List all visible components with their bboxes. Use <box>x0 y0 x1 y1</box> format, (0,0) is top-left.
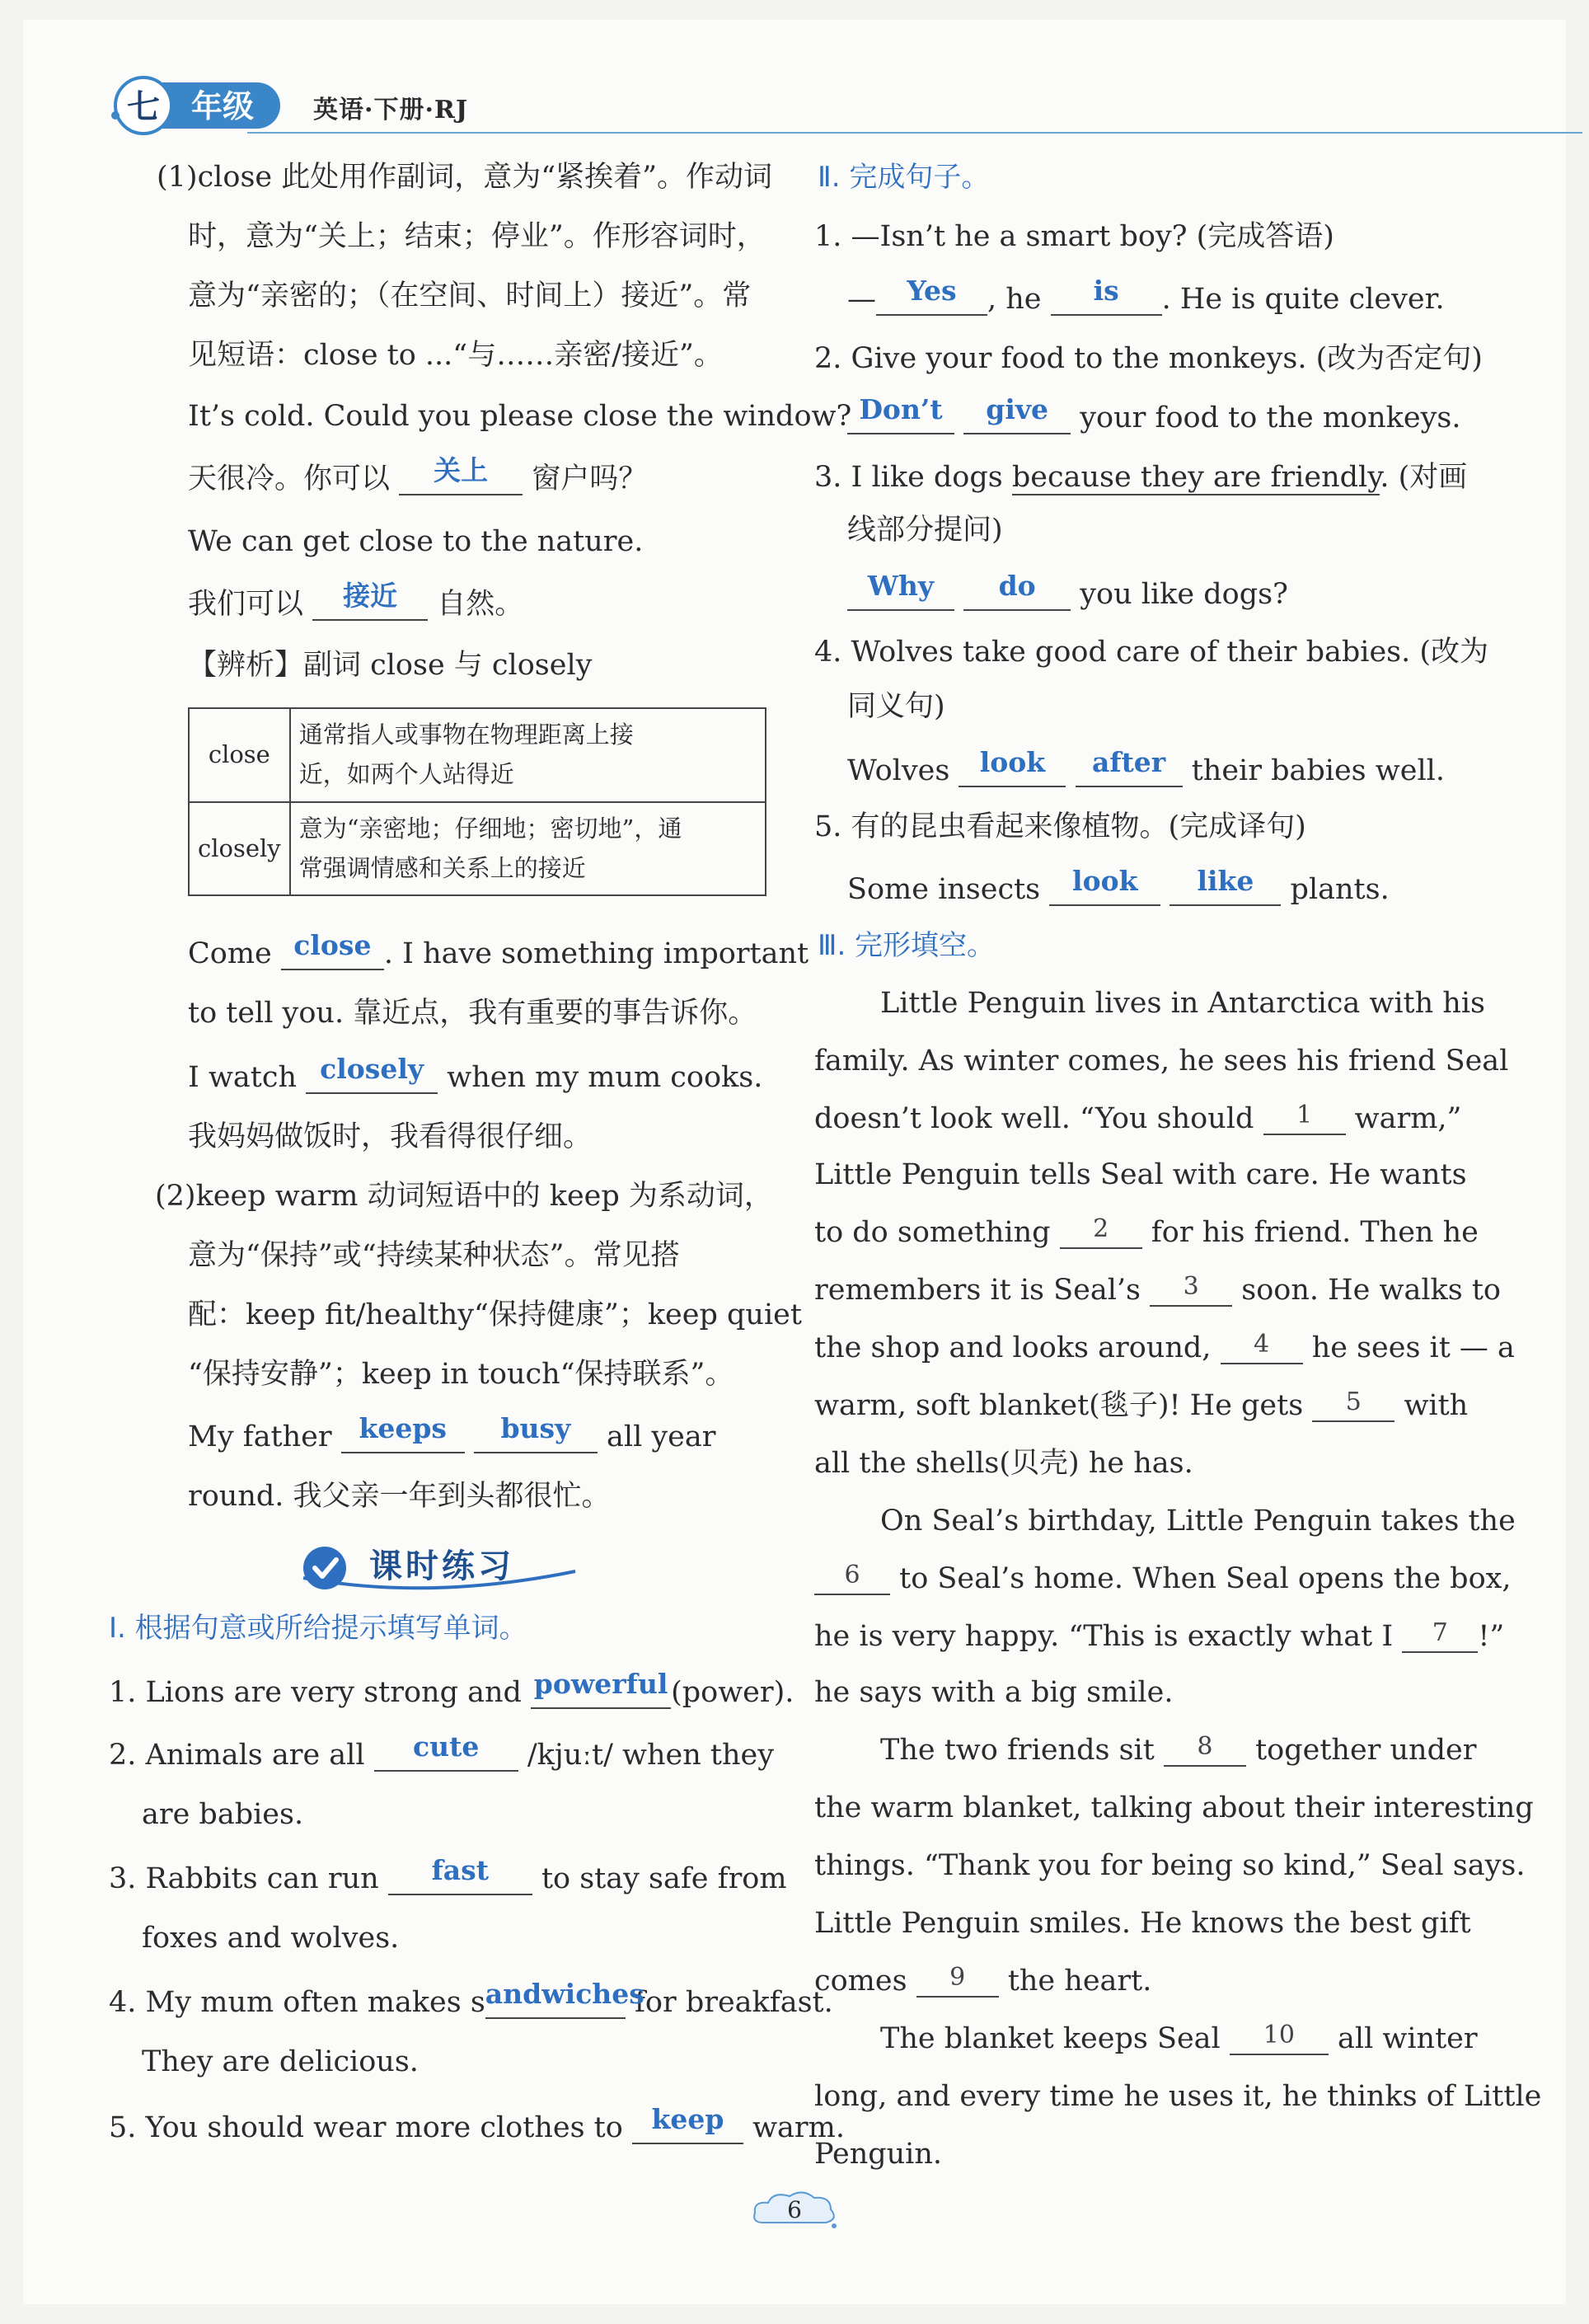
example2-zh: 我们可以 接近 自然。 <box>188 580 524 621</box>
question-1: 1. Lions are very strong and powerful (power). <box>109 1668 794 1709</box>
section-1-heading: Ⅰ. 根据句意或所给提示填写单词。 <box>109 1612 527 1645</box>
question-2: 2. Animals are all cute /kjuːt/ when they <box>109 1730 774 1772</box>
answer-blank: keeps <box>341 1423 465 1453</box>
answer-blank: closely <box>306 1063 438 1094</box>
sentence-3-question: 3. I like dogs because they are friendly. (对画 <box>814 461 1468 494</box>
cloze-line: Little Penguin tells Seal with care. He wants <box>814 1158 1467 1191</box>
lesson-banner <box>297 1540 585 1598</box>
answer-blank: is <box>1051 285 1162 316</box>
sentence-4-question-line2: 同义句) <box>847 690 945 723</box>
answer-blank: after <box>1076 757 1183 787</box>
cloze-blank: 3 <box>1150 1276 1232 1307</box>
table-cell-word: close <box>189 708 290 802</box>
table-cell-desc: 意为“亲密地；仔细地；密切地”，通 常强调情感和关系上的接近 <box>290 802 766 896</box>
note1-line5: It’s cold. Could you please close the window? <box>188 400 852 433</box>
note2-line2: 意为“保持”或“持续某种状态”。常见搭 <box>188 1239 680 1272</box>
note2-line1: (2)keep warm 动词短语中的 keep 为系动词， <box>155 1180 773 1213</box>
sentence-1-question: 1. —Isn’t he a smart boy? (完成答语) <box>814 220 1334 253</box>
cloze-line: Little Penguin smiles. He knows the best gift <box>814 1907 1471 1940</box>
cloze-blank: 10 <box>1230 2025 1329 2055</box>
cloze-line: long, and every time he uses it, he thinks of Little <box>814 2080 1542 2113</box>
cloze-blank: 8 <box>1164 1736 1246 1767</box>
cloze-line: Little Penguin lives in Antarctica with his <box>880 987 1485 1020</box>
cloze-blank: 6 <box>814 1565 890 1595</box>
svg-text:七: 七 <box>127 88 160 126</box>
sentence-2-answer: Don’t give your food to the monkeys. <box>847 404 1460 434</box>
answer-blank: fast <box>388 1865 532 1895</box>
section-3-heading: Ⅲ. 完形填空。 <box>818 929 996 962</box>
cloze-blank: 5 <box>1312 1392 1394 1422</box>
cloze-line: On Seal’s birthday, Little Penguin takes the <box>880 1505 1516 1538</box>
cloze-line: to do something 2 for his friend. Then he <box>814 1214 1479 1249</box>
cloze-line: he says with a big smile. <box>814 1676 1174 1709</box>
sentence-5-answer: Some insects look like plants. <box>847 865 1390 906</box>
question-4-line2: They are delicious. <box>142 2045 419 2078</box>
answer-blank: look <box>1049 876 1160 906</box>
sentence-2-question: 2. Give your food to the monkeys. (改为否定句) <box>814 342 1483 375</box>
header-divider <box>247 132 1582 134</box>
question-5: 5. You should wear more clothes to keep warm. <box>109 2103 845 2144</box>
sentence-4-question: 4. Wolves take good care of their babies. (改为 <box>814 636 1489 669</box>
cloze-line: all the shells(贝壳) he has. <box>814 1447 1193 1480</box>
note1-line2: 时，意为“关上；结束；停业”。作形容词时， <box>188 220 766 253</box>
table-cell-word: closely <box>189 802 290 896</box>
table-row <box>189 802 766 896</box>
answer-blank: 接近 <box>312 590 428 621</box>
note1-line1: (1)close 此处用作副词，意为“紧挨着”。作动词 <box>157 161 773 194</box>
cloze-line: The blanket keeps Seal 10 all winter <box>880 2021 1478 2055</box>
sentence-3-question-line2: 线部分提问) <box>847 514 1003 547</box>
answer-blank: keep <box>632 2114 743 2144</box>
table-row <box>189 708 766 802</box>
father-example: My father keeps busy all year <box>188 1412 716 1453</box>
cloze-line: remembers it is Seal’s 3 soon. He walks to <box>814 1272 1501 1307</box>
answer-blank: close <box>281 940 384 970</box>
question-3-line2: foxes and wolves. <box>142 1922 400 1955</box>
cloze-blank: 4 <box>1221 1334 1303 1364</box>
answer-blank: Don’t <box>847 404 954 434</box>
cloze-line: things. “Thank you for being so kind,” Seal says. <box>814 1849 1526 1882</box>
lesson-title: 课时练习 <box>369 1547 514 1585</box>
cloze-line: he is very happy. “This is exactly what I 7 !” <box>814 1618 1505 1653</box>
question-3: 3. Rabbits can run fast to stay safe from <box>109 1854 787 1895</box>
answer-blank: 关上 <box>399 465 523 495</box>
question-4: 4. My mum often makes sandwiches for breakfast. <box>109 1978 833 2019</box>
page-number-cloud <box>748 2186 841 2232</box>
watch-line2: 我妈妈做饭时，我看得很仔细。 <box>188 1120 593 1153</box>
cloze-line: 6 to Seal’s home. When Seal opens the box, <box>814 1565 1512 1595</box>
grade-badge <box>107 73 321 139</box>
sentence-1-answer: — Yes , he is . He is quite clever. <box>847 275 1445 316</box>
cloze-blank: 9 <box>916 1967 999 1998</box>
answer-blank: look <box>959 757 1066 787</box>
answer-blank: give <box>963 404 1071 434</box>
cloze-line: comes 9 the heart. <box>814 1963 1152 1998</box>
cloze-line: warm, soft blanket(毯子)! He gets 5 with <box>814 1387 1469 1422</box>
note2-line3: 配：keep fit/healthy“保持健康”；keep quiet <box>188 1298 802 1331</box>
cloze-blank: 2 <box>1060 1218 1142 1249</box>
cloze-blank: 1 <box>1263 1105 1346 1135</box>
answer-blank: Why <box>847 580 954 611</box>
sentence-3-answer: Why do you like dogs? <box>847 580 1288 611</box>
cloze-line: Penguin. <box>814 2138 943 2171</box>
come-example: Come close . I have something important <box>188 929 809 970</box>
page-header <box>107 73 1475 142</box>
watch-example: I watch closely when my mum cooks. <box>188 1053 763 1094</box>
analysis-heading: 【辨析】副词 close 与 closely <box>188 649 593 682</box>
comparison-table <box>188 707 766 896</box>
cloze-line: family. As winter comes, he sees his friend Seal <box>814 1045 1509 1077</box>
note1-line4: 见短语：close to ...“与……亲密/接近”。 <box>188 339 723 372</box>
note2-line4: “保持安静”；keep in touch“保持联系”。 <box>188 1358 734 1391</box>
answer-blank: do <box>963 580 1071 611</box>
example1: 天很冷。你可以 关上 窗户吗？ <box>188 454 648 495</box>
answer-blank: busy <box>474 1423 598 1453</box>
note1-line3: 意为“亲密的；（在空间、时间上）接近”。常 <box>188 279 752 312</box>
sentence-5-question: 5. 有的昆虫看起来像植物。(完成译句) <box>814 810 1306 843</box>
cloze-line: the warm blanket, talking about their interesting <box>814 1791 1534 1824</box>
example2-en: We can get close to the nature. <box>188 525 644 558</box>
cloze-blank: 7 <box>1402 1622 1478 1653</box>
come-line2: to tell you. 靠近点，我有重要的事告诉你。 <box>188 997 757 1030</box>
cloze-line: doesn’t look well. “You should 1 warm,” <box>814 1101 1462 1135</box>
page-number: 6 <box>787 2196 802 2223</box>
answer-blank: Yes <box>876 285 987 316</box>
table-cell-desc: 通常指人或事物在物理距离上接 近，如两个人站得近 <box>290 708 766 802</box>
answer-blank: andwiches <box>485 1988 626 2019</box>
sentence-4-answer: Wolves look after their babies well. <box>847 746 1445 787</box>
cloze-line: The two friends sit 8 together under <box>880 1732 1477 1767</box>
answer-blank: powerful <box>531 1678 671 1709</box>
svg-text:年级: 年级 <box>190 88 255 124</box>
section-2-heading: Ⅱ. 完成句子。 <box>818 161 990 194</box>
father-line2: round. 我父亲一年到头都很忙。 <box>188 1480 611 1513</box>
answer-blank: like <box>1169 876 1281 906</box>
answer-blank: cute <box>374 1741 518 1772</box>
question-2-line2: are babies. <box>142 1798 304 1831</box>
cloze-line: the shop and looks around, 4 he sees it — a <box>814 1330 1515 1364</box>
book-title: 英语·下册·RJ <box>313 96 469 124</box>
